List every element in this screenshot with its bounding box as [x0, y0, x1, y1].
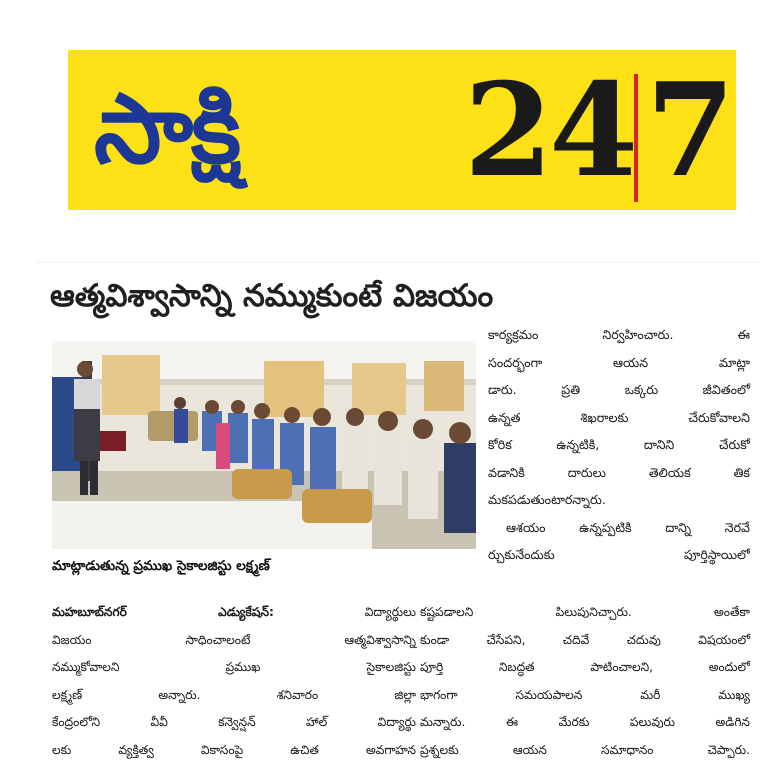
masthead-logo: [68, 50, 736, 210]
photo-caption: మాట్లాడుతున్న ప్రముఖ సైకాలజిస్టు లక్ష్మణ్: [52, 558, 270, 574]
text-line: కష్టపడాలని పిలుపునిచ్చారు. అంతేకా: [420, 605, 750, 619]
text-line: కుండా చేసేపని, చదివే చదువు విషయంలో: [420, 632, 750, 647]
text-line: మన్నారు. ఈ మేరకు పలువురు అడిగిన: [420, 715, 750, 729]
text-line: భాగంగా సమయపాలన మరీ ముఖ్య: [420, 687, 750, 702]
event-photo: [52, 341, 476, 549]
text-line: ఉన్నత శిఖరాలకు చేరుకోవాలని: [488, 409, 750, 425]
text-line: మకపడుతుంటారన్నారు.: [488, 492, 606, 507]
brand-number-7: 7: [646, 56, 736, 206]
text-line: ప్రశ్నలకు ఆయన సమాధానం చెప్పారు.: [420, 742, 750, 757]
text-line: ర్చుకునేందుకు పూర్తిస్థాయిలో: [488, 547, 750, 562]
text-line: కోరిక ఉన్నటికి, దానిని చేరుకో: [488, 437, 750, 452]
article-headline: ఆత్మవిశ్వాసాన్ని నమ్ముకుంటే విజయం: [50, 278, 494, 314]
article-column-right-top: [488, 321, 750, 569]
brand-divider: [634, 74, 638, 202]
text-line: పూర్తి నిబద్ధత పాటించాలని, అందులో: [420, 660, 750, 674]
text-line: కేంద్రంలోని వీవీ కన్వెన్షన్ హాల్ విద్యార్థు: [52, 715, 416, 729]
brand-number-24: 24: [464, 56, 635, 206]
text-line: లకు వ్యక్తిత్వ వికాసంపై ఉచిత అవగాహన: [52, 742, 416, 757]
brand-name: సాక్షి: [94, 73, 240, 185]
article-dateline: మహబూబ్‌నగర్ ఎడ్యుకేషన్:: [52, 605, 274, 619]
article-column-left: [52, 599, 416, 764]
text-line: నమ్ముకోవాలని ప్రముఖ సైకాలజిస్టు: [52, 660, 416, 674]
text-line: కార్యక్రమం నిర్వహించారు. ఈ: [488, 327, 750, 342]
text-segment: విద్యార్థులు: [364, 605, 416, 619]
news-clipping: [36, 262, 760, 779]
article-column-right-bottom: [420, 599, 750, 764]
text-line: [52, 599, 416, 627]
text-line: డారు. ప్రతి ఒక్కరు జీవితంలో: [488, 382, 750, 397]
text-line: వడానికి దారులు తెలియక తిక: [488, 464, 750, 480]
text-line: సందర్భంగా ఆయన మాట్లా: [488, 354, 750, 370]
text-line: విజయం సాధించాలంటే ఆత్మవిశ్వాసాన్ని: [52, 632, 416, 647]
text-line: లక్ష్మణ్ అన్నారు. శనివారం జిల్లా: [52, 687, 416, 702]
text-line: ఆశయం ఉన్నప్పటికి దాన్ని నెరవే: [506, 519, 750, 535]
